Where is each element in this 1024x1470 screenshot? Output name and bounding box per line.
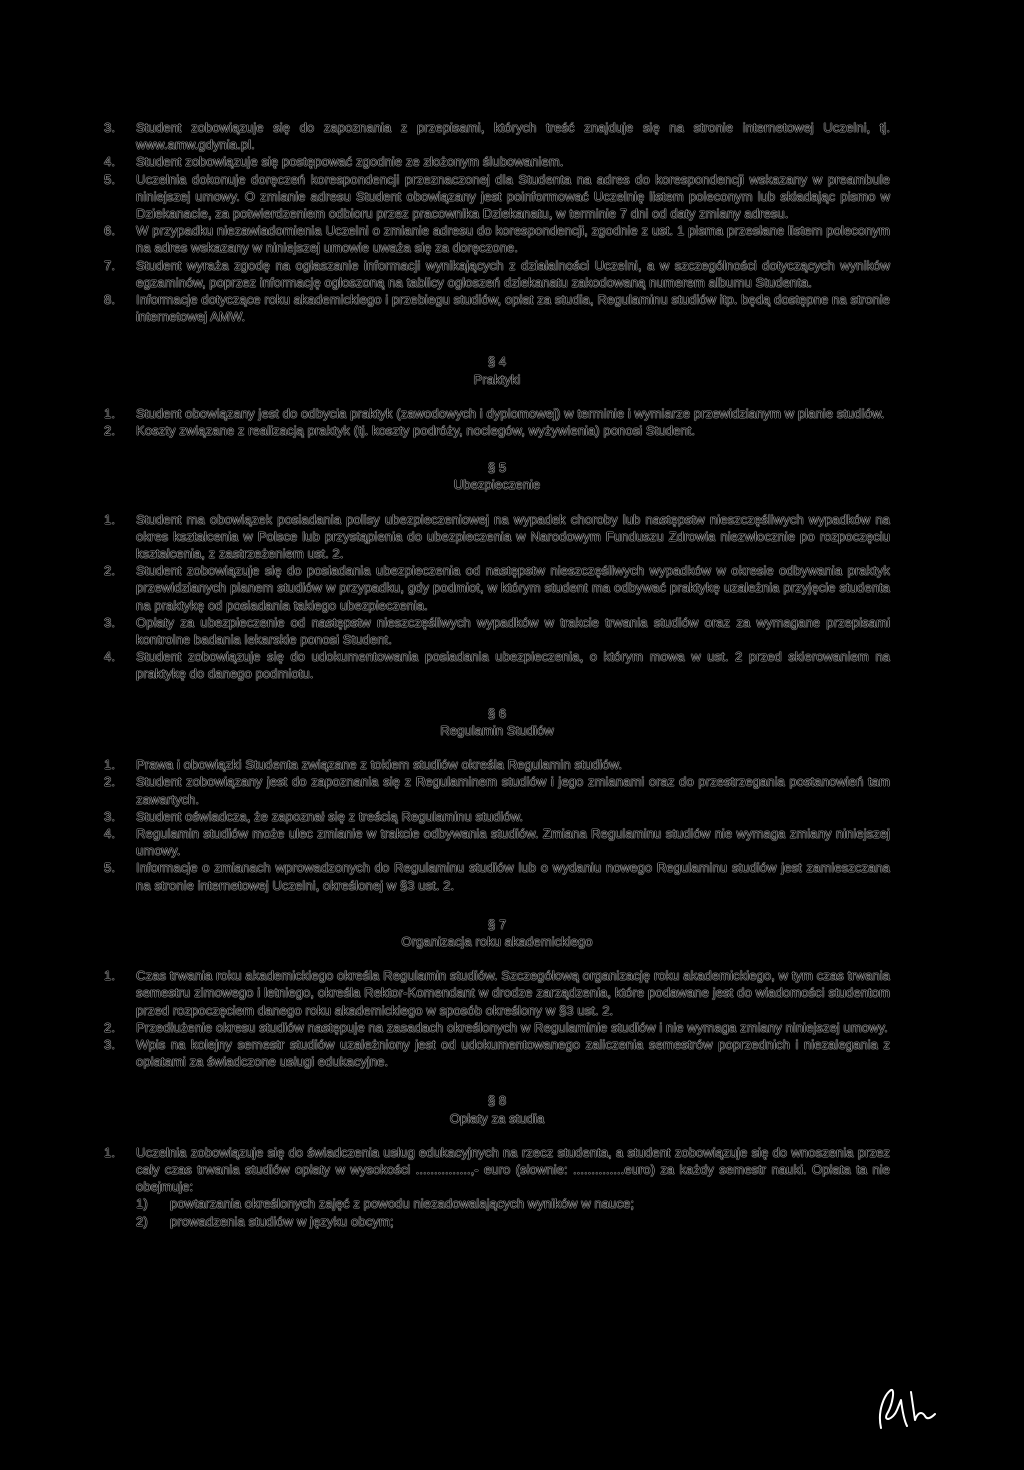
list-item: 6. W przypadku niezawiadomienia Uczelni o zmianie adresu do korespondencji, zgodnie z ust. 1 pisma przesłane listem poleconym na adres wskazany w niniejszej umowie uważa się za doręczone. — [104, 223, 890, 256]
signature-icon — [871, 1380, 941, 1435]
section-heading-praktyki — [104, 353, 890, 387]
list-item: 2. Student zobowiązany jest do zapoznania się z Regulaminem studiów i jego zmianami oraz do przestrzegania postanowień tam zawartych. — [104, 774, 890, 807]
list-item: 1. Uczelnia zobowiązuje się do świadczenia usług edukacyjnych na rzecz studenta, a student zobowiązuje się do wnoszenia przez cały czas trwania studiów opłaty w wysokości ...............,- euro (słownie: ..............euro) za każdy semestr nauki. Opłata ta nie obejmuje: — [104, 1144, 890, 1195]
list-item: 3. Opłaty za ubezpieczenie od następstw nieszczęśliwych wypadków w trakcie trwania studiów oraz za wymagane przepisami kontrolne badania lekarskie ponosi Student. — [104, 614, 890, 648]
section-heading-organizacja — [104, 916, 890, 950]
document-body — [104, 119, 890, 1230]
section-symbol: § 7 — [487, 916, 507, 932]
section-symbol: § 5 — [487, 460, 507, 476]
section-heading-ubezpieczenie — [104, 459, 890, 493]
sub-list-item: 2) prowadzenia studiów w języku obcym; — [136, 1213, 394, 1229]
section-title: Regulamin Studiów — [440, 722, 554, 738]
section-heading-regulamin — [104, 705, 890, 739]
list-item: 3. Student zobowiązuje się do zapoznania z przepisami, których treść znajduje się na stronie internetowej Uczelni, tj. www.amw.gdynia.pl. — [104, 120, 890, 153]
section-praktyki — [104, 405, 890, 439]
section-heading-oplaty — [104, 1092, 890, 1126]
list-item: 5. Uczelnia dokonuje doręczeń korespondencji przeznaczonej dla Studenta na adres do korespondencji wskazany w preambule niniejszej umowy. O zmianie adresu Student obowiązany jest poinformować Uczelnię listem poleconym lub składając pismo w Dziekanacie, za potwierdzeniem odbioru przez pracownika Dziekanatu, w terminie 7 dni od daty zmiany adresu. — [104, 171, 890, 222]
section-ubezpieczenie — [104, 511, 890, 683]
list-item: 1. Student obowiązany jest do odbycia praktyk (zawodowych i dyplomowej) w terminie i wymiarze przewidzianym w planie studiów. — [104, 405, 885, 421]
sub-list-item: 1) powtarzania określonych zajęć z powodu niezadowalających wyników w nauce; — [136, 1196, 635, 1212]
section-symbol: § 6 — [487, 705, 507, 721]
section-title: Praktyki — [473, 371, 521, 387]
list-item: 2. Przedłużenie okresu studiów następuje na zasadach określonych w Regulaminie studiów i nie wymaga zmiany niniejszej umowy. — [104, 1019, 888, 1035]
list-item: 4. Regulamin studiów może ulec zmianie w trakcie odbywania studiów. Zmiana Regulaminu studiów nie wymaga zmiany niniejszej umowy. — [104, 825, 890, 859]
list-item: 3. Wpis na kolejny semestr studiów uzależniony jest od udokumentowanego zaliczenia semestrów poprzednich i niezalegania z opłatami za świadczone usługi edukacyjne. — [104, 1036, 890, 1070]
section-symbol: § 8 — [487, 1093, 507, 1109]
section-title: Organizacja roku akademickiego — [401, 933, 593, 949]
list-item: 1. Czas trwania roku akademickiego określa Regulamin studiów. Szczegółową organizację roku akademickiego, w tym czas trwania semestru zimowego i letniego, określa Rektor-Komendant w drodze zarządzenia, które podawane jest do wiadomości studentom przed rozpoczęciem danego roku akademickiego w sposób określony w §3 ust. 2. — [104, 968, 890, 1018]
list-item: 4. Student zobowiązuje się postępować zgodnie ze złożonym ślubowaniem. — [104, 154, 564, 170]
list-item: 8. Informacje dotyczące roku akademickiego i przebiegu studiów, opłat za studia, Regulaminu studiów itp. będą dostępne na stronie internetowej AMW. — [104, 292, 890, 325]
section-continuation — [104, 119, 890, 325]
list-item: 4. Student zobowiązuje się do udokumentowania posiadania ubezpieczenia, o którym mowa w ust. 2 przed skierowaniem na praktykę do danego podmiotu. — [104, 649, 890, 682]
section-title: Opłaty za studia — [449, 1110, 545, 1126]
section-symbol: § 4 — [487, 354, 507, 370]
list-item: 2. Koszty związane z realizacją praktyk (tj. koszty podróży, noclegów, wyżywienia) ponosi Student. — [104, 423, 696, 439]
section-title: Ubezpieczenie — [453, 477, 541, 493]
list-item: 7. Student wyraża zgodę na ogłaszanie informacji wynikających z działalności Uczelni, a w szczególności dotyczących wyników egzaminów, poprzez informację ogłoszoną na tablicy ogłoszeń dziekanatu zakodowaną numerem albumu Studenta. — [104, 257, 890, 290]
section-regulamin — [104, 756, 890, 894]
list-item: 3. Student oświadcza, że zapoznał się z treścią Regulaminu studiów. — [104, 808, 524, 824]
list-item: 5. Informacje o zmianach wprowadzonych do Regulaminu studiów lub o wydaniu nowego Regulaminu studiów jest zamieszczana na stronie internetowej Uczelni, określonej w §3 ust. 2. — [104, 860, 890, 893]
section-oplaty — [104, 1144, 890, 1230]
list-item: 2. Student zobowiązuje się do posiadania ubezpieczenia od następstw nieszczęśliwych wypadków w okresie odbywania praktyk przewidzianych planem studiów w przypadku, gdy podmiot, w którym student ma odbywać praktykę uzależnia przyjęcie studenta na praktykę od posiadania takiego ubezpieczenia. — [104, 563, 890, 613]
section-organizacja — [104, 967, 890, 1070]
list-item: 1. Prawa i obowiązki Studenta związane z tokiem studiów określa Regulamin studiów. — [104, 757, 622, 773]
list-item: 1. Student ma obowiązek posiadania polisy ubezpieczeniowej na wypadek choroby lub następstw nieszczęśliwych wypadków na okres kształcenia w Polsce lub przystąpienia do ubezpieczenia w Narodowym Funduszu Zdrowia niezwłocznie po rozpoczęciu kształcenia, z zastrzeżeniem ust. 2. — [104, 511, 890, 562]
